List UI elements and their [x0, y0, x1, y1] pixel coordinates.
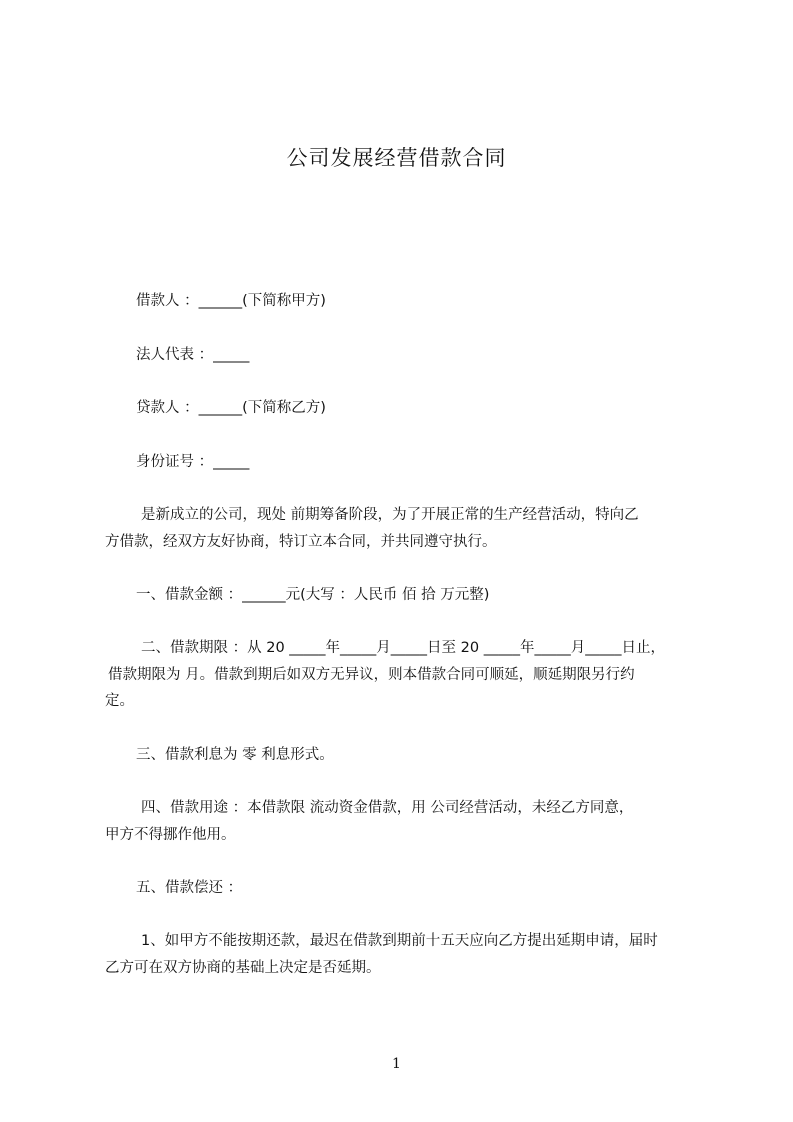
legal-representative-line: 法人代表 ：_____: [136, 347, 250, 363]
page-number: 1: [392, 1056, 401, 1072]
id-number-line: 身份证号 ：_____: [136, 454, 250, 470]
repayment-item-1-line-2: 乙方可在双方协商的基础上决定是否延期。: [105, 960, 381, 976]
repayment-item-1-line-1: 1、如甲方不能按期还款，最迟在借款到期前十五天应向乙方提出延期申请，届时: [141, 933, 658, 949]
lender-line: 贷款人 ：______(下简称乙方): [136, 400, 326, 416]
loan-amount-clause: 一、借款金额 ：______元(大写 ：人民币 佰 拾 万元整): [136, 587, 490, 603]
interest-clause: 三、借款利息为 零 利息形式。: [136, 747, 334, 763]
document-title: 公司发展经营借款合同: [286, 146, 507, 170]
loan-term-clause-line-1: 二、借款期限 ：从 20 _____年_____月_____日至 20 _____年_____月_____日止，: [141, 640, 665, 656]
intro-paragraph-line-1: 是新成立的公司，现处 前期筹备阶段，为了开展正常的生产经营活动，特向乙: [141, 507, 639, 523]
repayment-heading: 五、借款偿还 ：: [136, 880, 243, 896]
borrower-line: 借款人 ：______(下简称甲方): [136, 293, 326, 309]
loan-purpose-clause-line-1: 四、借款用途 ：本借款限 流动资金借款，用 公司经营活动，未经乙方同意，: [141, 800, 634, 816]
loan-purpose-clause-line-2: 甲方不得挪作他用。: [105, 827, 236, 843]
loan-term-clause-line-2: 借款期限为 月。借款到期后如双方无异议，则本借款合同可顺延，顺延期限另行约: [108, 667, 635, 683]
intro-paragraph-line-2: 方借款，经双方友好协商，特订立本合同，并共同遵守执行。: [105, 534, 497, 550]
loan-term-clause-line-3: 定。: [105, 693, 134, 709]
